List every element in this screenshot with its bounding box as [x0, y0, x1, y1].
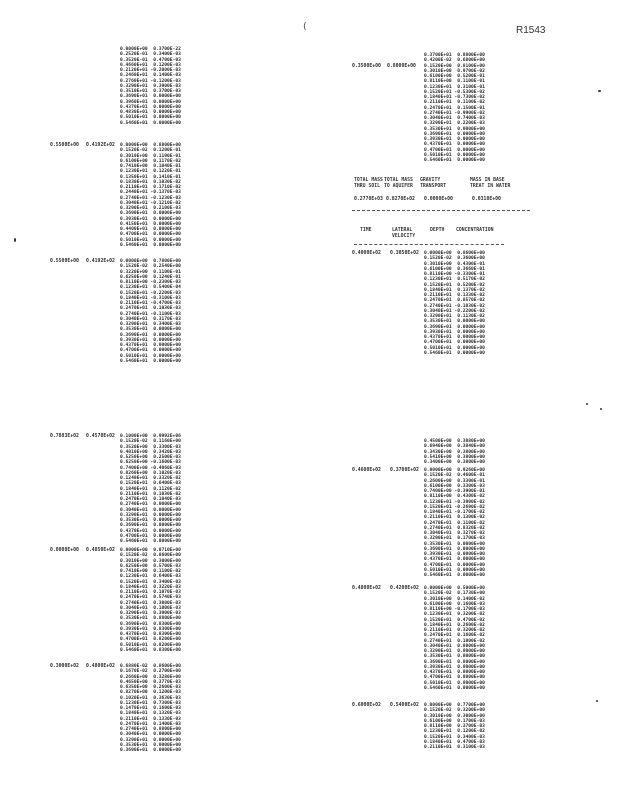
table-row: 0.3690E+01 0.0000E+00	[424, 324, 485, 330]
table-row: 0.1840E+01 0.1370E-02	[424, 287, 485, 293]
table-row: 0.1830E+01 0.1030E-02	[120, 179, 181, 185]
scan-speck	[14, 238, 16, 242]
table-row: 0.0000E+00 0.9260E+00	[424, 468, 485, 473]
table-row: 0.2470E+01 0.1040E-03	[120, 497, 181, 502]
table-row: 0.3530E+01 0.0000E+00	[424, 319, 485, 325]
right-block-4	[424, 468, 485, 578]
table-row: 0.1470E+01 0.1600E-03	[120, 706, 181, 711]
table-row: 0.4500E+00 0.3880E+00	[424, 439, 485, 444]
table-row: 0.1840E+01 0.4700E-03	[424, 739, 485, 745]
table-row: 0.2600E+00 0.3300E-01	[424, 478, 485, 484]
table-row: 0.2110E+01 -0.4700E-03	[120, 301, 181, 306]
left-block-2-time: 0.5500E+00	[50, 143, 79, 148]
table-row: 0.3530E+01 0.0000E+00	[424, 126, 485, 132]
table-row: 0.3290E+01 0.1130E-02	[424, 314, 485, 319]
table-row: 0.4700E+01 0.0000E+00	[120, 232, 181, 238]
table-row: 0.4370E+01 0.0000E+00	[120, 528, 181, 534]
table-row: 0.3690E+01 0.0000E+00	[120, 211, 181, 217]
table-row: 0.5460E+01 0.0000E+00	[424, 350, 485, 356]
table-row: 0.4700E+01 0.0000E+00	[120, 533, 181, 539]
col-lateral-velocity: LATERAL VELOCITY	[392, 228, 416, 239]
table-row: 0.3290E+01 0.8000E+00	[424, 649, 485, 654]
table-row: 0.5460E+01 0.0000E+00	[120, 358, 181, 364]
table-row: 0.6940E+00 0.3840E+00	[424, 444, 485, 450]
left-block-5-load: 0.4850E+02	[86, 548, 115, 553]
table-row: 0.3290E+01 0.2100E-03	[120, 206, 181, 211]
left-block-3-load: 0.4192E+02	[86, 259, 115, 264]
table-row: 0.3010E+00 0.3000E+00	[424, 713, 485, 719]
table-row: 0.2110E+01 0.3100E-03	[424, 745, 485, 750]
table-row: 0.6100E+00 0.1170E-02	[120, 158, 181, 164]
table-row: 0.4660E+01 0.1200E-03	[120, 62, 181, 68]
table-row: 0.2470E+01 0.8570E-02	[424, 298, 485, 304]
col-time: TIME	[360, 228, 372, 233]
table-row: 0.6100E+00 0.1700E-03	[424, 718, 485, 724]
table-row: 0.1840E+01 0.3220E-03	[120, 584, 181, 590]
table-row: 0.1230E+01 0.6400E-03	[120, 574, 181, 580]
table-row: 0.5460E+01 0.8300E+00	[120, 647, 181, 653]
table-row: 0.1000E+00 0.9992E+06	[120, 434, 181, 439]
table-row: 0.2470E+01 0.1600E-02	[424, 633, 485, 639]
table-row: 0.1520E+01 0.3400E-03	[120, 579, 181, 585]
table-row: 0.2110E+01 0.1030E-02	[120, 491, 181, 497]
table-row: 0.0000E+00 0.5000E+00	[424, 586, 485, 591]
table-row: 0.3960E+01 0.0000E+00	[120, 99, 181, 105]
table-row: 0.3010E+00 0.1400E-02	[424, 596, 485, 602]
table-row: 0.4700E+01 0.0000E+00	[424, 562, 485, 568]
table-row: 0.4200E-02 0.6800E+00	[424, 58, 485, 64]
table-row: 0.3290E+01 0.1700E-03	[424, 536, 485, 542]
table-row: 0.3930E+01 0.8300E+00	[120, 626, 181, 632]
table-row: 0.1520E-02 0.1160E+00	[120, 439, 181, 445]
table-row: 0.4370E+01 0.0000E+00	[120, 104, 181, 110]
table-row: 0.2440E+01 -0.1370E-03	[120, 190, 181, 196]
table-row: 0.3690E+01 0.8000E+00	[424, 659, 485, 665]
table-row: 0.2120E+01 -0.2000E-03	[120, 68, 181, 73]
table-row: 0.3690E+01 0.0000E+00	[120, 94, 181, 100]
right-block-3	[424, 439, 485, 465]
table-row: 0.1520E+01 0.6400E-03	[120, 481, 181, 487]
table-row: 0.5460E+01 0.0000E+00	[120, 242, 181, 248]
table-row: 0.3010E+00 0.9700E-02	[424, 68, 485, 74]
table-row: 0.1230E+01 -0.3900E-02	[424, 499, 485, 505]
table-row: 0.2740E+01 0.8320E-02	[424, 525, 485, 531]
right-block-6-load: 0.5400E+02	[390, 703, 419, 708]
table-row: 0.1350E+01 0.1410E-01	[120, 174, 181, 180]
summary-value-3: 0.0000E+00	[424, 197, 453, 202]
table-row: 0.3290E+01 0.3900E-03	[120, 611, 181, 616]
table-row: 0.2110E+01 0.1300E-02	[424, 515, 485, 521]
table-row: 0.2740E+01 -0.1100E-03	[120, 311, 181, 317]
table-row: 0.4370E+01 0.0000E+00	[424, 557, 485, 563]
table-row: 0.3040E+01 -0.1210E-02	[120, 200, 181, 206]
table-row: 0.2740E+01 -0.1230E-03	[120, 195, 181, 201]
table-row: 0.3220E+00 0.1100E-01	[120, 269, 181, 275]
table-row: 0.8270E+00 0.1200E-03	[120, 690, 181, 696]
scan-speck	[596, 700, 598, 702]
table-row: 0.7400E+00 -0.4060E-03	[120, 465, 181, 471]
table-row: 0.0000E+00 0.7700E+00	[424, 703, 485, 708]
table-row: 0.3040E+01 -0.2200E-02	[424, 308, 485, 314]
table-row: 0.4830E+01 0.0000E+00	[120, 110, 181, 115]
left-block-4-load: 0.4570E+02	[86, 434, 115, 439]
table-row: 0.3290E+01 0.0000E+00	[120, 512, 181, 518]
table-row: 0.8110E+00 0.4300E-02	[424, 494, 485, 500]
table-row: 0.4700E+01 0.8200E+00	[120, 637, 181, 643]
table-row: 0.6880E-02 0.8600E+00	[120, 664, 181, 669]
table-row: 0.4010E+00 0.3420E-03	[120, 449, 181, 455]
right-block-1	[424, 53, 485, 163]
table-row: 0.2470E+01 0.1030E-03	[120, 306, 181, 312]
scan-speck	[586, 403, 588, 405]
table-row: 0.8110E+00 0.3700E-03	[424, 724, 485, 729]
table-row: 0.6350E+00 0.2600E-03	[120, 685, 181, 690]
table-row: 0.2740E+01 -0.1030E-02	[424, 303, 485, 309]
table-row: 0.5460E+01 0.0000E+00	[424, 573, 485, 578]
table-row: 0.1230E+01 0.1200E-02	[424, 729, 485, 735]
table-row: 0.0000E+00 0.8800E+00	[120, 143, 181, 148]
right-block-2	[424, 251, 485, 356]
table-row: 0.3930E+01 0.0000E+00	[424, 329, 485, 335]
table-row: 0.7400E+00 -0.3900E-01	[424, 489, 485, 494]
table-row: 0.5010E+01 0.0000E+00	[424, 345, 485, 351]
table-row: 0.4370E+01 0.8000E+00	[424, 670, 485, 675]
table-row: 0.3530E+01 0.8000E+00	[424, 654, 485, 660]
right-block-4-time: 0.4600E+02	[352, 468, 381, 473]
table-row: 0.4700E+01 0.0000E+00	[120, 348, 181, 354]
table-row: 0.3690E+01 0.0000E+00	[120, 523, 181, 529]
table-row: 0.5460E+01 0.8000E+00	[424, 685, 485, 691]
table-row: 0.1840E+01 0.1120E-02	[120, 486, 181, 492]
table-row: 0.2110E+01 0.1330E-03	[120, 716, 181, 722]
table-row: 0.3040E+01 0.0000E+00	[120, 507, 181, 513]
table-row: 0.3010E+00 0.4300E-01	[424, 261, 485, 267]
right-block-1-time: 0.3500E+00	[352, 64, 381, 69]
table-row: 0.3400E+00 0.3800E+00	[424, 460, 485, 465]
table-row: 0.2470E+01 0.1400E-03	[120, 721, 181, 727]
table-row: 0.4370E+01 0.8300E+00	[120, 632, 181, 637]
table-row: 0.0000E+00 0.3700E-22	[120, 47, 181, 52]
table-row: 0.1520E-02 0.8600E+00	[120, 553, 181, 559]
left-block-2	[120, 143, 181, 248]
summary-value-2: 0.8270E+02	[386, 197, 415, 202]
table-row: 0.1230E+01 0.3200E-02	[424, 612, 485, 618]
table-row: 0.3530E+01 0.0000E+00	[120, 742, 181, 748]
table-row: 0.1840E+01 -0.1700E-02	[424, 510, 485, 515]
table-row: 0.3040E+01 0.3170E-03	[120, 316, 181, 322]
table-row: 0.8260E+00 0.1020E-03	[120, 470, 181, 476]
table-row: 0.8110E+00 0.1100E-01	[424, 79, 485, 85]
table-row: 0.1230E+01 0.5170E-02	[424, 277, 485, 283]
table-row: 0.2740E+01 0.1000E-02	[424, 638, 485, 644]
table-row: 0.3530E+01 0.0000E+00	[424, 541, 485, 547]
table-row: 0.3690E+01 0.0000E+00	[424, 546, 485, 552]
table-row: 0.3040E+01 0.7400E-03	[424, 116, 485, 121]
table-row: 0.4370E+01 0.0000E+00	[120, 343, 181, 348]
table-row: 0.1520E+01 -0.2200E-03	[120, 290, 181, 296]
table-row: 0.1520E-02 0.4600E-01	[424, 473, 485, 479]
table-row: 0.2110E+01 0.1070E-03	[120, 590, 181, 595]
table-row: 0.1520E-02 0.1730E+00	[424, 591, 485, 597]
table-row: 0.6100E+00 0.5200E-01	[424, 74, 485, 79]
left-block-6-time: 0.3000E+02	[50, 664, 79, 669]
right-block-6-time: 0.6000E+02	[352, 703, 381, 708]
table-row: 0.1520E+00 0.8100E+00	[424, 63, 485, 69]
left-block-6	[120, 664, 181, 753]
left-block-1	[120, 47, 181, 126]
table-row: 0.3040E+01 0.1000E-03	[120, 605, 181, 611]
summary-header-2: TOTAL MASS TO AQUIFER	[384, 178, 413, 189]
left-block-5-time: 0.0000E+00	[50, 548, 79, 553]
table-row: 0.1840E+01 0.2600E-02	[424, 622, 485, 628]
table-row: 0.3690E+01 0.0000E+00	[120, 332, 181, 338]
table-row: 0.0000E+00 0.7800E+00	[120, 259, 181, 264]
top-mark: (	[302, 22, 308, 32]
table-row: 0.3290E+01 0.0000E+00	[120, 737, 181, 743]
table-row: 0.6100E+00 0.1600E-03	[424, 601, 485, 607]
table-row: 0.2740E+01 -0.9900E-02	[424, 110, 485, 116]
table-row: 0.3530E+01 0.0000E+00	[120, 518, 181, 523]
right-block-5-load: 0.4200E+02	[390, 586, 419, 591]
table-row: 0.3520E-01 0.4700E-03	[120, 57, 181, 63]
table-row: 0.5010E+01 0.0000E+00	[424, 152, 485, 158]
table-row: 0.1840E+01 -0.7300E-02	[424, 95, 485, 100]
table-row: 0.5460E+01 0.0000E+00	[120, 120, 181, 126]
table-row: 0.2470E+01 0.1100E-02	[424, 520, 485, 526]
table-row: 0.0000E+00 0.0710E+00	[120, 548, 181, 553]
page-label: R1543	[516, 25, 546, 36]
table-row: 0.3290E+01 0.2200E-03	[424, 121, 485, 127]
table-row: 0.7410E+00 0.1100E-02	[120, 569, 181, 574]
table-row: 0.3930E+01 0.0000E+00	[120, 337, 181, 343]
table-row: 0.5010E+01 0.0000E+00	[120, 115, 181, 121]
table-row: 0.3290E+01 0.3900E-03	[120, 83, 181, 89]
table-row: 0.3010E+00 0.1190E-01	[120, 153, 181, 159]
table-row: 0.3530E+01 0.8800E+00	[120, 616, 181, 622]
table-row: 0.2660E+00 0.3280E+00	[120, 674, 181, 680]
table-row: 0.4370E+01 0.0000E+00	[424, 335, 485, 340]
table-row: 0.3700E+01 0.8800E+00	[424, 53, 485, 58]
table-row: 0.4700E+01 0.0000E+00	[424, 340, 485, 346]
table-row: 0.3290E+01 0.3400E-03	[120, 322, 181, 327]
table-row: 0.5250E+00 0.2500E-03	[120, 455, 181, 460]
table-row: 0.4400E+01 0.0000E+00	[120, 227, 181, 232]
table-row: 0.3930E+01 0.0000E+00	[120, 216, 181, 222]
table-row: 0.3530E+01 0.0000E+00	[120, 327, 181, 333]
divider-rule	[352, 210, 530, 211]
table-row: 0.1230E+01 0.5400E-04	[120, 285, 181, 291]
table-row: 0.8110E+00 -0.1700E-03	[424, 607, 485, 612]
table-row: 0.2470E+01 0.5740E-03	[120, 595, 181, 601]
table-row: 0.1520E-02 0.3200E+00	[424, 708, 485, 714]
table-row: 0.5410E+00 0.3800E+00	[424, 454, 485, 460]
left-block-3-time: 0.5500E+00	[50, 259, 79, 264]
right-block-6	[424, 703, 485, 750]
left-block-5	[120, 548, 181, 653]
left-block-2-load: 0.4192E+02	[86, 143, 115, 148]
table-row: 0.0000E+00 0.8600E+00	[424, 251, 485, 256]
right-block-5-time: 0.4800E+02	[352, 586, 381, 591]
table-row: 0.3040E+01 0.8000E+00	[424, 643, 485, 649]
summary-header-3: GRAVITY TRANSPORT	[420, 178, 446, 189]
table-row: 0.1670E-02 0.2700E+00	[120, 669, 181, 675]
col-concentration: CONCENTRATION	[456, 228, 494, 233]
table-row: 0.3930E+01 0.8000E+00	[424, 664, 485, 670]
table-row: 0.4700E+01 0.0000E+00	[424, 147, 485, 153]
table-row: 0.1020E+01 0.3630E-03	[120, 695, 181, 701]
scan-speck	[598, 90, 601, 92]
table-row: 0.2470E+01 0.1500E-01	[424, 105, 485, 111]
table-row: 0.6250E+00 0.5700E-03	[120, 563, 181, 569]
table-row: 0.3690E+01 0.8300E+00	[120, 621, 181, 627]
table-row: 0.2740E+01 0.3000E-03	[120, 600, 181, 606]
table-row: 0.5010E+01 0.8200E+00	[120, 642, 181, 648]
summary-header-4: MASS IN BASE TREAT IN WATER	[470, 178, 511, 189]
table-row: 0.3510E+01 0.3700E-03	[120, 89, 181, 94]
table-row: 0.2110E+01 0.1710E-02	[120, 185, 181, 190]
table-row: 0.5010E+01 0.0000E+00	[424, 567, 485, 573]
left-block-4	[120, 434, 181, 544]
table-row: 0.4150E+01 0.0000E+00	[120, 221, 181, 227]
table-row: 0.1520E+01 0.5200E-02	[424, 282, 485, 288]
scan-speck	[600, 408, 602, 410]
table-row: 0.5010E+01 0.0000E+00	[120, 353, 181, 359]
table-row: 0.3690E+01 0.0000E+00	[120, 748, 181, 753]
right-block-2-load: 0.3050E+02	[390, 251, 419, 256]
summary-value-4: 0.0310E+00	[472, 197, 501, 202]
table-row: 0.4700E+01 0.8000E+00	[424, 675, 485, 681]
table-row: 0.5010E+01 0.8000E+00	[424, 680, 485, 686]
right-block-5	[424, 586, 485, 691]
left-block-6-load: 0.4800E+02	[86, 664, 115, 669]
summary-header-1: TOTAL MASS THRU SOIL	[354, 178, 383, 189]
table-row: 0.2110E+01 0.1330E-02	[424, 293, 485, 298]
table-row: 0.1520E+01 0.3400E-03	[424, 734, 485, 740]
table-row: 0.1230E+01 0.1220E-01	[120, 169, 181, 175]
table-row: 0.2110E+01 0.3200E-02	[424, 628, 485, 633]
table-row: 0.3040E+01 0.3270E-02	[424, 531, 485, 536]
table-row: 0.2520E-01 0.3400E-03	[120, 52, 181, 58]
table-row: 0.6250E+00 -0.1600E-03	[120, 460, 181, 466]
table-row: 0.1230E+01 0.7300E-03	[120, 700, 181, 706]
left-block-3	[120, 259, 181, 364]
table-row: 0.8110E+00 -0.2300E-03	[120, 280, 181, 285]
table-row: 0.2740E+01 0.8800E+00	[120, 727, 181, 732]
table-row: 0.2460E+01 0.1400E-03	[120, 73, 181, 79]
table-row: 0.3520E+00 0.3300E-03	[120, 444, 181, 450]
table-row: 0.5460E+01 0.0000E+00	[424, 158, 485, 163]
table-row: 0.5010E+01 0.0000E+00	[120, 237, 181, 243]
table-row: 0.4650E+00 0.3770E-03	[120, 679, 181, 685]
table-row: 0.1230E+01 0.3100E-01	[424, 84, 485, 90]
table-row: 0.1520E-02 0.1200E-01	[120, 148, 181, 154]
table-row: 0.1520E+01 -0.5300E-02	[424, 89, 485, 95]
table-row: 0.3040E+01 0.0000E+00	[120, 732, 181, 738]
table-row: 0.2110E+01 0.1100E-02	[424, 100, 485, 106]
table-row: 0.1520E-02 0.2540E+00	[120, 264, 181, 270]
table-row: 0.3010E+00 0.3000E+00	[120, 558, 181, 564]
table-row: 0.1840E+01 -0.3100E-03	[120, 295, 181, 301]
table-row: 0.1240E+01 0.3320E-02	[120, 476, 181, 481]
table-row: 0.7410E+00 0.1040E-01	[120, 164, 181, 169]
table-row: 0.3690E+01 0.0000E+00	[424, 131, 485, 137]
right-block-4-load: 0.3700E+02	[390, 468, 419, 473]
table-row: 0.2760E+01 -0.1200E-03	[120, 78, 181, 84]
table-row: 0.1840E+01 0.1320E-03	[120, 711, 181, 717]
right-block-1-load: 0.8000E+00	[387, 64, 416, 69]
left-block-4-time: 0.7883E+02	[50, 434, 79, 439]
table-row: 0.1520E-02 0.3600E+00	[424, 256, 485, 262]
header-rule	[354, 244, 504, 245]
table-row: 0.4370E+01 0.0000E+00	[424, 142, 485, 148]
table-row: 0.6250E+00 0.1240E-01	[120, 274, 181, 280]
table-row: 0.3430E+00 0.3800E+00	[424, 449, 485, 455]
table-row: 0.3930E+01 0.0000E+00	[424, 552, 485, 557]
table-row: 0.1520E+01 0.4700E-02	[424, 617, 485, 623]
table-row: 0.3930E+01 0.0000E+00	[424, 137, 485, 142]
table-row: 0.5460E+01 0.0000E+00	[120, 539, 181, 544]
table-row: 0.1520E+01 -0.2690E-02	[424, 504, 485, 510]
table-row: 0.2740E+01 0.0000E+00	[120, 502, 181, 508]
col-depth: DEPTH	[430, 228, 445, 233]
table-row: 0.6100E+00 0.3300E-03	[424, 483, 485, 489]
right-block-2-time: 0.4000E+02	[352, 251, 381, 256]
table-row: 0.8110E+00 -0.3300E-01	[424, 272, 485, 277]
summary-value-1: 0.2770E+03	[354, 197, 383, 202]
table-row: 0.6100E+00 0.3660E-01	[424, 266, 485, 272]
